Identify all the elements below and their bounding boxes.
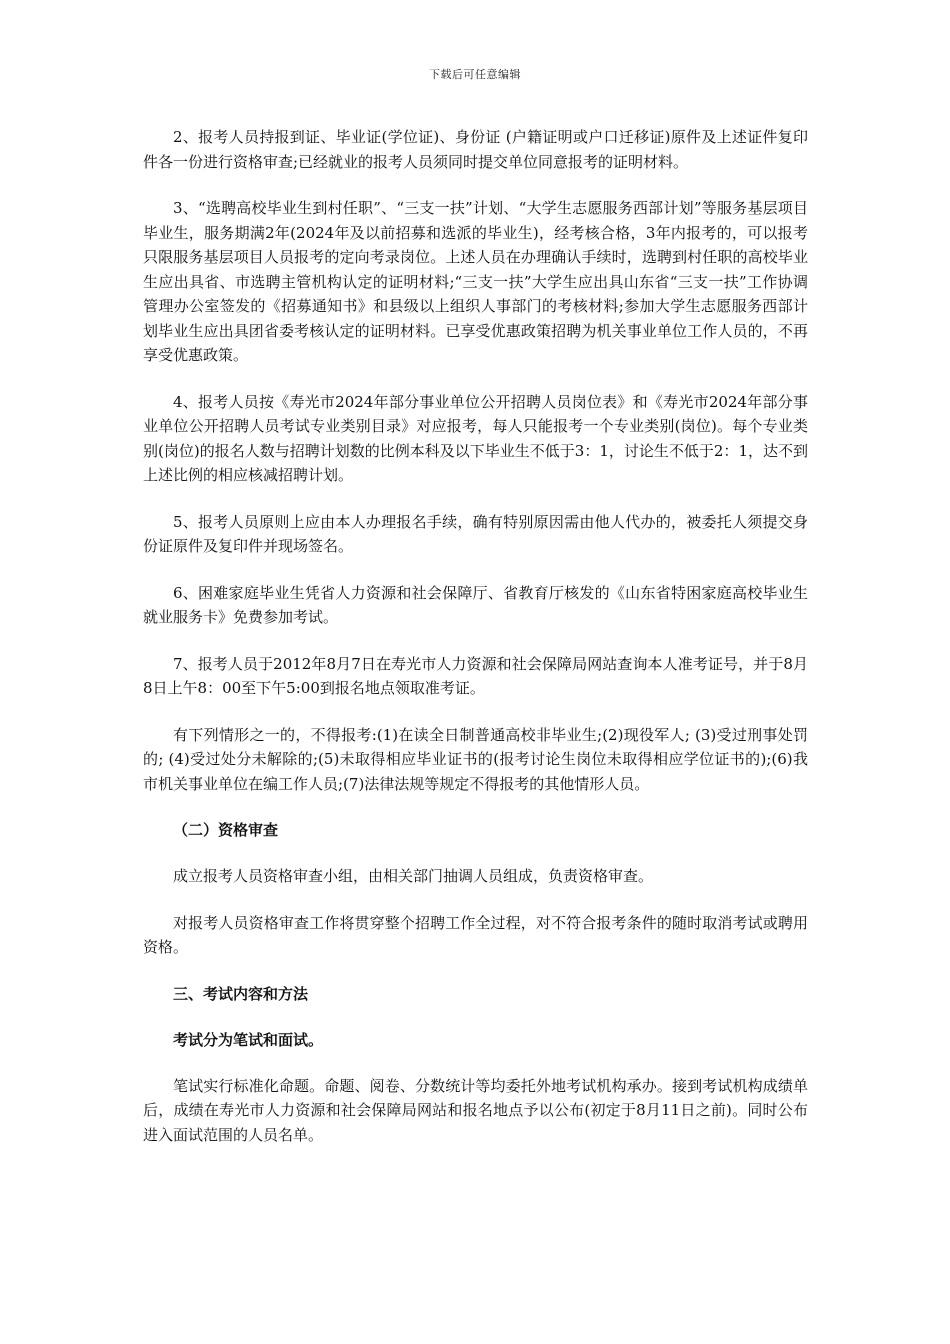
section-heading-exam: 三、考试内容和方法: [173, 984, 309, 1003]
paragraph-item-7: 7、报考人员于2012年8月7日在寿光市人力资源和社会保障局网站查询本人准考证号，并于8月8日上午8：00至下午5:00到报名地点领取准考证。: [143, 654, 808, 697]
paragraph-review-process: 对报考人员资格审查工作将贯穿整个招聘工作全过程，对不符合报考条件的随时取消考试或聘用资格。: [143, 913, 808, 956]
subheading-exam-format: 考试分为笔试和面试。: [173, 1030, 324, 1049]
paragraph-item-5: 5、报考人员原则上应由本人办理报名手续，确有特别原因需由他人代办的，被委托人须提交身份证原件及复印件并现场签名。: [143, 512, 808, 555]
paragraph-review-team: 成立报考人员资格审查小组，由相关部门抽调人员组成，负责资格审查。: [173, 867, 654, 885]
document-body: [143, 125, 808, 1169]
paragraph-item-2: 2、报考人员持报到证、毕业证(学位证)、身份证 (户籍证明或户口迁移证)原件及上述证件复印件各一份进行资格审查;已经就业的报考人员须同时提交单位同意报考的证明材料。: [143, 128, 808, 171]
header-note: 下载后可任意编辑: [429, 68, 521, 81]
section-heading-qualification-review: （二）资格审查: [173, 821, 279, 839]
paragraph-item-4: 4、报考人员按《寿光市2024年部分事业单位公开招聘人员岗位表》和《寿光市2024年部分事业单位公开招聘人员考试专业类别目录》对应报考，每人只能报考一个专业类别(岗位)。每个专业类别(岗位)的报名人数与招聘计划数的比例本科及以下毕业生不低于3：1，讨论生不低于2：1，达不到上述比例的相应核减招聘计划。: [143, 392, 808, 484]
paragraph-disqualifications: 有下列情形之一的，不得报考:(1)在读全日制普通高校非毕业生;(2)现役军人; (3)受过刑事处罚的; (4)受过处分未解除的;(5)未取得相应毕业证书的(报考讨论生岗位未取得相应学位证书的);(6)我市机关事业单位在编工作人员;(7)法律法规等规定不得报考的其他情形人员。: [143, 725, 808, 793]
paragraph-item-3: 3、“选聘高校毕业生到村任职”、“三支一扶”计划、“大学生志愿服务西部计划”等服务基层项目毕业生，服务期满2年(2024年及以前招募和选派的毕业生)，经考核合格，3年内报考的，可以报考只限服务基层项目人员报考的定向考录岗位。上述人员在办理确认手续时，选聘到村任职的高校毕业生应出具省、市选聘主管机构认定的证明材料;“三支一扶”大学生应出具山东省“三支一扶”工作协调管理办公室签发的《招募通知书》和县级以上组织人事部门的考核材料;参加大学生志愿服务西部计划毕业生应出具团省委考核认定的证明材料。已享受优惠政策招聘为机关事业单位工作人员的，不再享受优惠政策。: [143, 199, 808, 364]
paragraph-written-exam: 笔试实行标准化命题。命题、阅卷、分数统计等均委托外地考试机构承办。接到考试机构成绩单后，成绩在寿光市人力资源和社会保障局网站和报名地点予以公布(初定于8月11日之前)。同时公布进入面试范围的人员名单。: [143, 1076, 808, 1144]
paragraph-item-6: 6、困难家庭毕业生凭省人力资源和社会保障厅、省教育厅核发的《山东省特困家庭高校毕业生就业服务卡》免费参加考试。: [143, 583, 808, 626]
